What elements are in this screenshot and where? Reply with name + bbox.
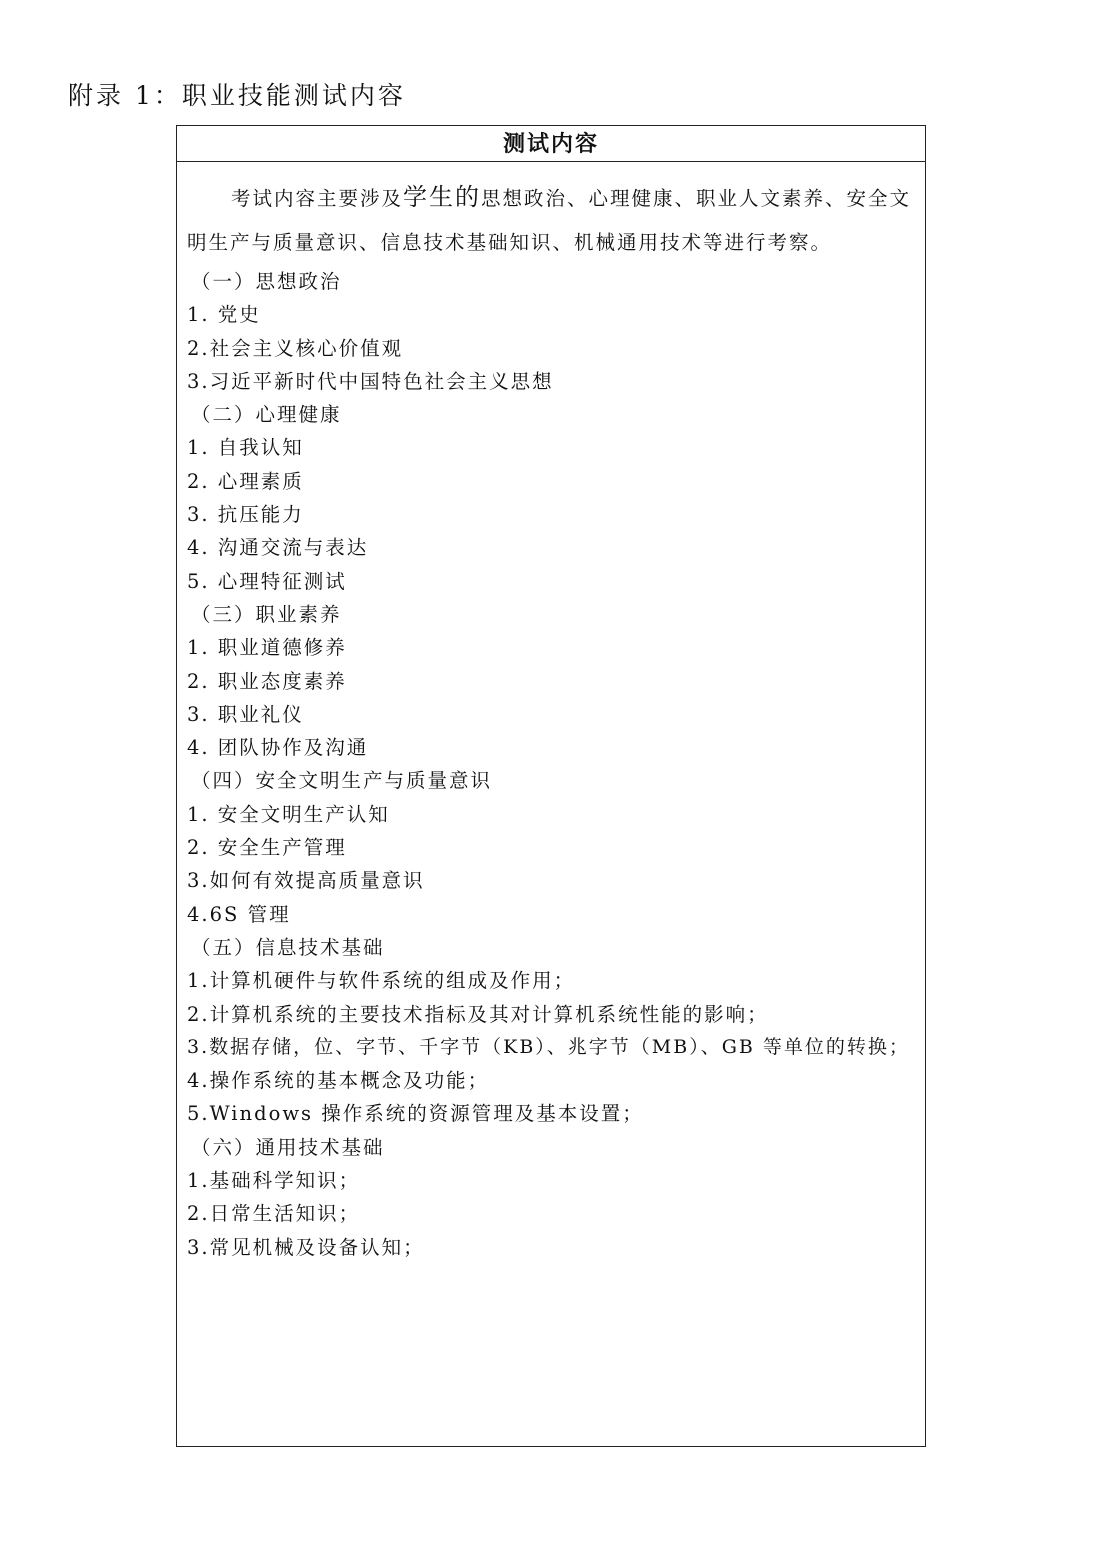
list-item: 1. 职业道德修养 bbox=[187, 636, 347, 660]
list-item: 1.计算机硬件与软件系统的组成及作用； bbox=[187, 969, 576, 993]
list-item: 4.操作系统的基本概念及功能； bbox=[187, 1069, 490, 1093]
section-heading: （二）心理健康 bbox=[191, 403, 342, 427]
list-item: 5.Windows 操作系统的资源管理及基本设置； bbox=[187, 1102, 644, 1126]
list-item: 4. 沟通交流与表达 bbox=[187, 536, 369, 560]
intro-text-start: 考试内容主要涉及 bbox=[231, 187, 404, 210]
list-item: 2. 安全生产管理 bbox=[187, 836, 347, 860]
list-item: 1.基础科学知识； bbox=[187, 1169, 361, 1193]
table-body bbox=[177, 175, 925, 1264]
list-item: 2.计算机系统的主要技术指标及其对计算机系统性能的影响； bbox=[187, 1002, 769, 1026]
section-heading: （六）通用技术基础 bbox=[191, 1135, 385, 1159]
list-item: 4. 团队协作及沟通 bbox=[187, 736, 369, 760]
list-item: 2. 职业态度素养 bbox=[187, 669, 347, 693]
content-table bbox=[176, 125, 926, 1447]
list-item: 3.数据存储，位、字节、千字节（KB）、兆字节（MB）、GB 等单位的转换； bbox=[187, 1035, 910, 1058]
list-item: 2. 心理素质 bbox=[187, 469, 304, 493]
section-heading: （四）安全文明生产与质量意识 bbox=[191, 769, 493, 793]
table-header: 测试内容 bbox=[177, 126, 925, 162]
list-item: 2.社会主义核心价值观 bbox=[187, 336, 404, 360]
list-item: 1. 党史 bbox=[187, 303, 261, 327]
list-item: 4.6S 管理 bbox=[187, 902, 291, 926]
intro-emphasis: 学生的 bbox=[403, 183, 482, 211]
intro-paragraph bbox=[187, 175, 915, 265]
list-item: 3.习近平新时代中国特色社会主义思想 bbox=[187, 369, 554, 393]
list-item: 3.如何有效提高质量意识 bbox=[187, 869, 425, 893]
section-heading: （五）信息技术基础 bbox=[191, 935, 385, 959]
content-list bbox=[187, 265, 915, 1264]
list-item: 2.日常生活知识； bbox=[187, 1202, 361, 1226]
section-heading: （三）职业素养 bbox=[191, 602, 342, 626]
section-heading: （一）思想政治 bbox=[191, 270, 342, 293]
intro-text-end: 思想政治、心理健康、职业人文素养、安全文明生产与质量意识、信息技术基础知识、机械通用技术等进行考察。 bbox=[187, 187, 912, 254]
list-item: 3. 抗压能力 bbox=[187, 503, 304, 527]
list-item: 1. 安全文明生产认知 bbox=[187, 802, 390, 826]
list-item: 3.常见机械及设备认知； bbox=[187, 1235, 425, 1259]
list-item: 1. 自我认知 bbox=[187, 436, 304, 460]
list-item: 3. 职业礼仪 bbox=[187, 702, 304, 726]
page-heading: 附录 1：职业技能测试内容 bbox=[68, 81, 406, 110]
list-item: 5. 心理特征测试 bbox=[187, 569, 347, 593]
